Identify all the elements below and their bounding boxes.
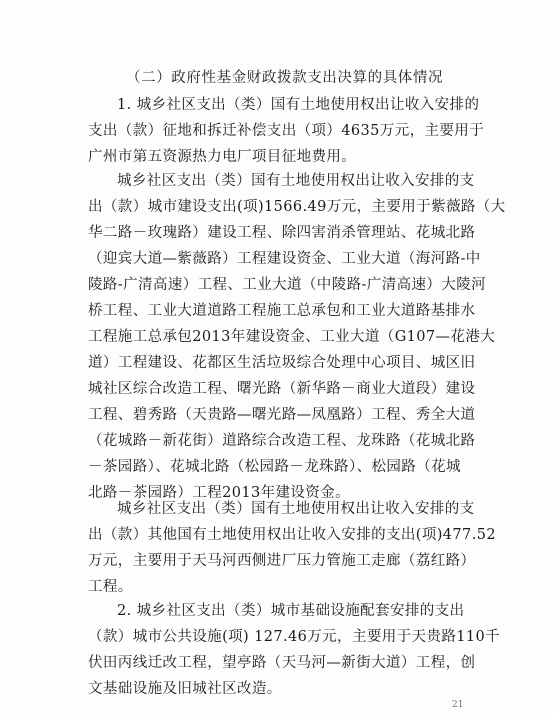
paragraph-other-land-revenue [88,496,496,600]
text-line: 广州市第五资源热力电厂项目征地费用。 [88,149,357,165]
text-line: 工程。 [88,579,133,595]
text-line: 文基础设施及旧城社区改造。 [88,681,282,697]
paragraph-city-construction [88,168,506,506]
text-line: （款）城市公共设施(项) 127.46万元，主要用于天贵路110千 [88,629,501,645]
text-line: 桥工程、工业大道道路工程施工总承包和工业大道路基排水 [88,303,476,319]
text-line: 北路－茶园路）工程2013年建设资金。 [88,485,350,501]
text-line: 工程、碧秀路（天贵路—曙光路—凤凰路）工程、秀全大道 [88,407,476,423]
paragraph-infrastructure [88,598,501,702]
text-line: 支出（款）征地和拆迁补偿支出（项）4635万元，主要用于 [88,123,485,139]
text-line: 城乡社区支出（类）国有土地使用权出让收入安排的支 [117,173,475,189]
text-line: 城乡社区支出（类）国有土地使用权出让收入安排的支 [117,501,475,517]
page-number: 21 [452,700,464,710]
text-line: 出（款）城市建设支出(项)1566.49万元，主要用于紫薇路（大 [88,199,506,215]
text-line: 万元，主要用于天马河西侧进厂压力管施工走廊（荔红路） [88,553,476,569]
text-line: 陵路-广清高速）工程、工业大道（中陵路-广清高速）大陵河 [88,277,486,293]
text-line: 伏田丙线迁改工程，望亭路（天马河—新街大道）工程，创 [88,655,476,671]
text-line: （迎宾大道—紫薇路）工程建设资金、工业大道（海河路-中 [88,251,481,267]
text-line: 出（款）其他国有土地使用权出让收入安排的支出(项)477.52 [88,527,496,543]
text-line: 华二路－玫瑰路）建设工程、除四害消杀管理站、花城北路 [88,225,476,241]
text-line: （花城路－新花街）道路综合改造工程、龙珠路（花城北路 [88,433,476,449]
text-line: －茶园路）、花城北路（松园路－龙珠路）、松园路（花城 [88,459,461,475]
text-line: 工程施工总承包2013年建设资金、工业大道（G107—花港大 [88,329,496,345]
text-line: 道）工程建设、花都区生活垃圾综合处理中心项目、城区旧 [88,355,476,371]
section-heading: （二）政府性基金财政拨款支出决算的具体情况 [126,70,444,86]
paragraph-land-compensation [88,92,488,170]
text-line: 2. 城乡社区支出（类）城市基础设施配套安排的支出 [117,603,465,619]
text-line: 城社区综合改造工程、曙光路（新华路－商业大道段）建设 [88,381,476,397]
text-line: 1. 城乡社区支出（类）国有土地使用权出让收入安排的 [117,97,480,113]
